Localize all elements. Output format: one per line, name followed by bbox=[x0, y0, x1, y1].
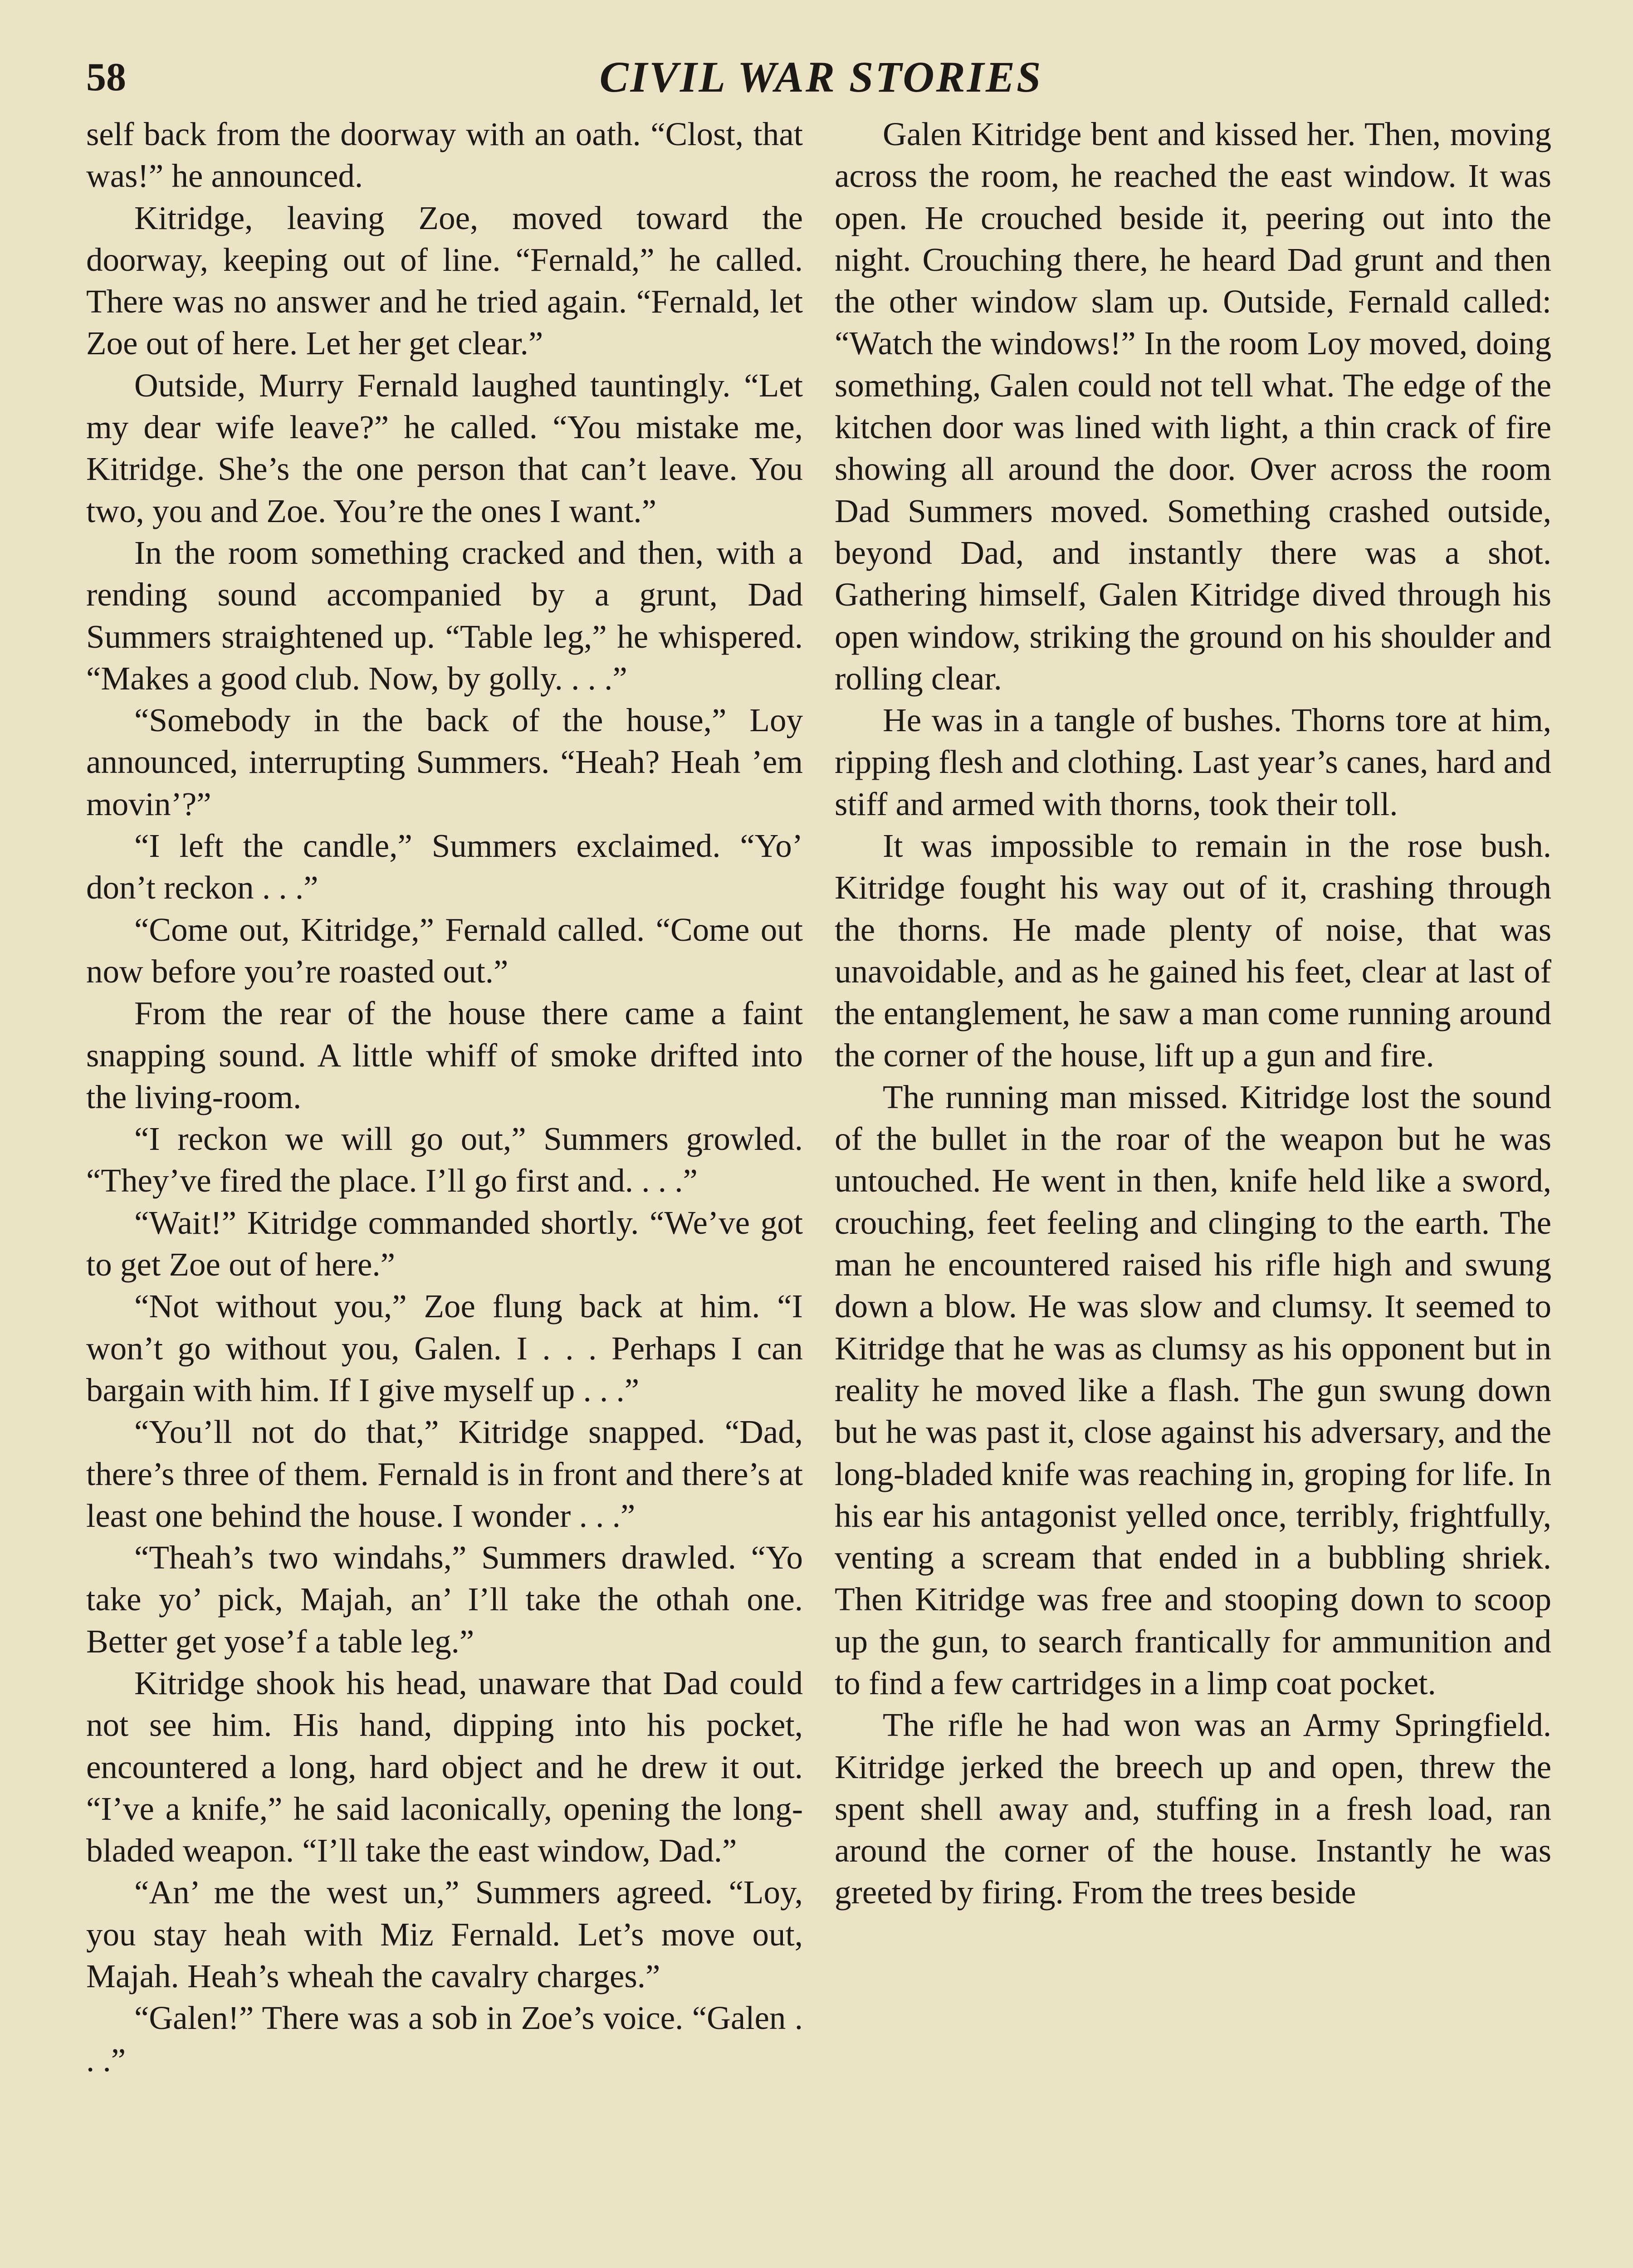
right-column bbox=[835, 113, 1551, 2268]
paragraph: “Somebody in the back of the house,” Loy announced, interrupting Summers. “Heah? Heah ’em movin’?” bbox=[86, 702, 803, 822]
paragraph: Galen Kitridge bent and kissed her. Then, moving across the room, he reached the east window. It was open. He crouched beside it, peering out into the night. Crouching there, he heard Dad grunt and then the other window slam up. Outside, Fernald called: “Watch the windows!” In the room Loy moved, doing something, Galen could not tell what. The edge of the kitchen door was lined with light, a thin crack of fire showing all around the door. Over across the room Dad Summers moved. Something crashed outside, beyond Dad, and instantly there was a shot. Gathering himself, Galen Kitridge dived through his open window, striking the ground on his shoulder and rolling clear. bbox=[835, 116, 1551, 697]
paragraph: He was in a tangle of bushes. Thorns tore at him, ripping flesh and clothing. Last year’s canes, hard and stiff and armed with thorns, took their toll. bbox=[835, 702, 1551, 822]
paragraph: “Theah’s two windahs,” Summers drawled. “Yo take yo’ pick, Majah, an’ I’ll take the othah one. Better get yose’f a table leg.” bbox=[86, 1539, 803, 1660]
paragraph: It was impossible to remain in the rose bush. Kitridge fought his way out of it, crashing through the thorns. He made plenty of noise, that was unavoidable, and as he gained his feet, clear at last of the entanglement, he saw a man come running around the corner of the house, lift up a gun and fire. bbox=[835, 827, 1551, 1074]
paragraph: “Come out, Kitridge,” Fernald called. “Come out now before you’re roasted out.” bbox=[86, 911, 803, 990]
paragraph: “Galen!” There was a sob in Zoe’s voice. “Galen . . .” bbox=[86, 1999, 803, 2078]
paragraph: “Not without you,” Zoe flung back at him. “I won’t go without you, Galen. I . . . Perhaps I can bargain with him. If I give myself up . . .” bbox=[86, 1288, 803, 1408]
paragraph: From the rear of the house there came a faint snapping sound. A little whiff of smoke drifted into the living-room. bbox=[86, 995, 803, 1115]
paragraph: “An’ me the west un,” Summers agreed. “Loy, you stay heah with Miz Fernald. Let’s move out, Majah. Heah’s wheah the cavalry charges.” bbox=[86, 1874, 803, 1995]
paragraph: Kitridge shook his head, unaware that Dad could not see him. His hand, dipping into his pocket, encountered a long, hard object and he drew it out. “I’ve a knife,” he said laconically, opening the long-bladed weapon. “I’ll take the east window, Dad.” bbox=[86, 1664, 803, 1869]
paragraph: “Wait!” Kitridge commanded shortly. “We’ve got to get Zoe out of here.” bbox=[86, 1204, 803, 1283]
paragraph: “You’ll not do that,” Kitridge snapped. “Dad, there’s three of them. Fernald is in front and there’s at least one behind the house. I wonder . . .” bbox=[86, 1413, 803, 1534]
paragraph: “I reckon we will go out,” Summers growled. “They’ve fired the place. I’ll go first and. . . .” bbox=[86, 1120, 803, 1199]
paragraph: The running man missed. Kitridge lost the sound of the bullet in the roar of the weapon but he was untouched. He went in then, knife held like a sword, crouching, feet feeling and clinging to the earth. The man he encountered raised his rifle high and swung down a blow. He was slow and clumsy. It seemed to Kitridge that he was as clumsy as his opponent but in reality he moved like a flash. The gun swung down but he was past it, close against his adversary, and the long-bladed knife was reaching in, groping for life. In his ear his antagonist yelled once, terribly, frightfully, venting a scream that ended in a bubbling shriek. Then Kitridge was free and stooping down to scoop up the gun, to search frantically for ammunition and to find a few cartridges in a limp coat pocket. bbox=[835, 1078, 1551, 1701]
paragraph: self back from the doorway with an oath. “Clost, that was!” he announced. bbox=[86, 116, 803, 195]
paragraph: Kitridge, leaving Zoe, moved toward the doorway, keeping out of line. “Fernald,” he called. There was no answer and he tried again. “Fernald, let Zoe out of here. Let her get clear.” bbox=[86, 199, 803, 362]
paragraph: “I left the candle,” Summers exclaimed. “Yo’ don’t reckon . . .” bbox=[86, 827, 803, 906]
paragraph: Outside, Murry Fernald laughed tauntingly. “Let my dear wife leave?” he called. “You mistake me, Kitridge. She’s the one person that can’t leave. You two, you and Zoe. You’re the ones I want.” bbox=[86, 367, 803, 529]
page-number: 58 bbox=[86, 55, 126, 99]
left-column bbox=[86, 113, 803, 2268]
paragraph: The rifle he had won was an Army Springfield. Kitridge jerked the breech up and open, threw the spent shell away and, stuffing in a fresh load, ran around the corner of the house. Instantly he was greeted by firing. From the trees beside bbox=[835, 1706, 1551, 1911]
paragraph: In the room something cracked and then, with a rending sound accompanied by a grunt, Dad Summers straightened up. “Table leg,” he whispered. “Makes a good club. Now, by golly. . . .” bbox=[86, 534, 803, 697]
running-title: CIVIL WAR STORIES bbox=[599, 53, 1043, 101]
page-header bbox=[86, 54, 1556, 113]
